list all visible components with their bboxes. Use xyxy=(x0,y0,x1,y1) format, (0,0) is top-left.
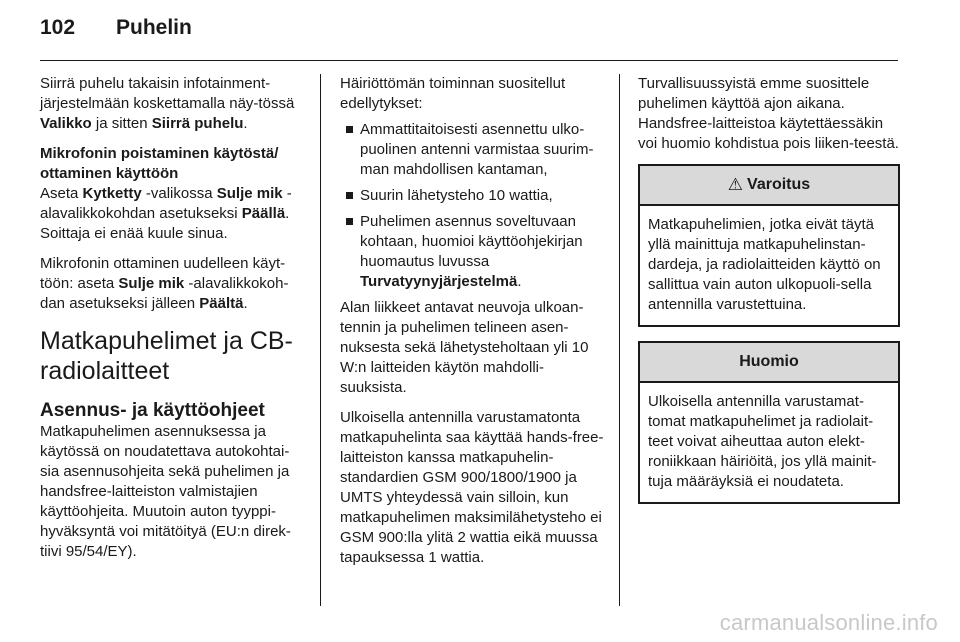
menu-term: Sulje mik xyxy=(216,185,283,202)
page-header xyxy=(40,16,192,50)
paragraph-gsm: Ulkoisella antennilla varustamatonta matkapuhelinta saa käyttää hands-free-laitteiston kanssa matkapuhelin-standardien GSM 900/1800/1900 ja UMTS yhteydessä vain silloin, kun matkapuhelimen maksimilähetysteho ei GSM 900:lla ylitä 2 wattia eikä muussa tapauksessa 1 wattia. xyxy=(340,409,604,566)
header-rule xyxy=(40,60,898,61)
note-text: Ulkoisella antennilla varustamat-tomat matkapuhelimet ja radiolait-teet voivat aiheuttaa auton elekt-roniikkaan häiriöitä, jos yllä mainit-tuja määräyksiä ei noudateta. xyxy=(648,393,877,490)
menu-term: Päällä xyxy=(241,205,286,222)
list-item: Ammattitaitoisesti asennettu ulko-puolinen antenni varmistaa suurim-man mahdollisen kantaman, xyxy=(340,120,606,180)
note-box xyxy=(638,341,900,504)
menu-term: Kytketty xyxy=(82,185,142,202)
paragraph-unmute: Mikrofonin ottaminen uudelleen käyt-töön: aseta Sulje mik -alavalikkokoh-dan asetukseksi jälleen Päältä. xyxy=(40,255,289,312)
menu-term: Päältä xyxy=(199,295,244,312)
note-title: Huomio xyxy=(739,353,799,370)
watermark: carmanualsonline.info xyxy=(719,610,938,635)
subheading-microphone: Mikrofonin poistaminen käytöstä/ ottaminen käyttöön xyxy=(40,145,279,182)
note-header xyxy=(640,343,898,383)
list-item: Puhelimen asennus soveltuvaan kohtaan, huomioi käyttöohjekirjan huomautus luvussa Turvatyynyjärjestelmä. xyxy=(340,212,606,292)
warning-title: Varoitus xyxy=(747,176,811,193)
bullet-square-icon xyxy=(346,126,353,133)
warning-box xyxy=(638,164,900,327)
menu-term: Siirrä puhelu xyxy=(151,115,244,132)
paragraph-safety: Turvallisuussyistä emme suosittele puhelimen käyttöä ajon aikana. Handsfree-laitteistoa käytettäessäkin voi huomio kohdistua pois liiken-teestä. xyxy=(638,75,899,152)
menu-term: Sulje mik xyxy=(118,275,185,292)
menu-term: Turvatyynyjärjestelmä xyxy=(360,273,518,290)
conditions-list xyxy=(340,120,606,292)
heading-installation: Asennus- ja käyttöohjeet xyxy=(40,400,265,421)
paragraph-transfer-call: Siirrä puhelu takaisin infotainment-järjestelmään koskettamalla näy-tössä Valikko ja sitten Siirrä puhelu. xyxy=(40,75,295,132)
warning-text: Matkapuhelimien, jotka eivät täytä yllä mainittuja matkapuhelinstan-dardeja, ja radiolaitteiden käyttö on sallittua vain auton ulkopuoli-sella antennilla varustettuina. xyxy=(648,216,881,313)
column-3 xyxy=(638,74,900,512)
page-number: 102 xyxy=(40,16,76,39)
column-divider-2 xyxy=(619,74,620,606)
column-2 xyxy=(340,74,606,578)
column-1 xyxy=(40,74,308,572)
heading-mobile-phones-cb: Matkapuhelimet ja CB-radiolaitteet xyxy=(40,327,293,385)
warning-header xyxy=(640,166,898,206)
paragraph-mute: Aseta Kytketty -valikossa Sulje mik -alavalikkokohdan asetukseksi Päällä. Soittaja ei enää kuule sinua. xyxy=(40,185,292,242)
paragraph-installation: Matkapuhelimen asennuksessa ja käytössä on noudatettava autokohtai-sia asennusohjeita sekä puhelimen ja handsfree-laitteiston valmistajien käyttöohjeita. Muutoin auton tyyppi-hyväksyntä voi mitätöityä (EU:n direk-tiivi 95/54/EY). xyxy=(40,423,291,560)
bullet-square-icon xyxy=(346,192,353,199)
paragraph-dealer-advice: Alan liikkeet antavat neuvoja ulkoan-tennin ja puhelimen telineen asen-nuksesta sekä lähetysteholtaan yli 10 W:n laitteiden käytön mahdolli-suuksista. xyxy=(340,299,589,396)
column-divider-1 xyxy=(320,74,321,606)
menu-term: Valikko xyxy=(40,115,92,132)
list-item: Suurin lähetysteho 10 wattia, xyxy=(340,186,606,206)
section-title: Puhelin xyxy=(116,16,192,39)
warning-triangle-icon: ⚠ xyxy=(727,175,744,194)
paragraph-conditions: Häiriöttömän toiminnan suositellut edellytykset: xyxy=(340,75,566,112)
bullet-square-icon xyxy=(346,218,353,225)
